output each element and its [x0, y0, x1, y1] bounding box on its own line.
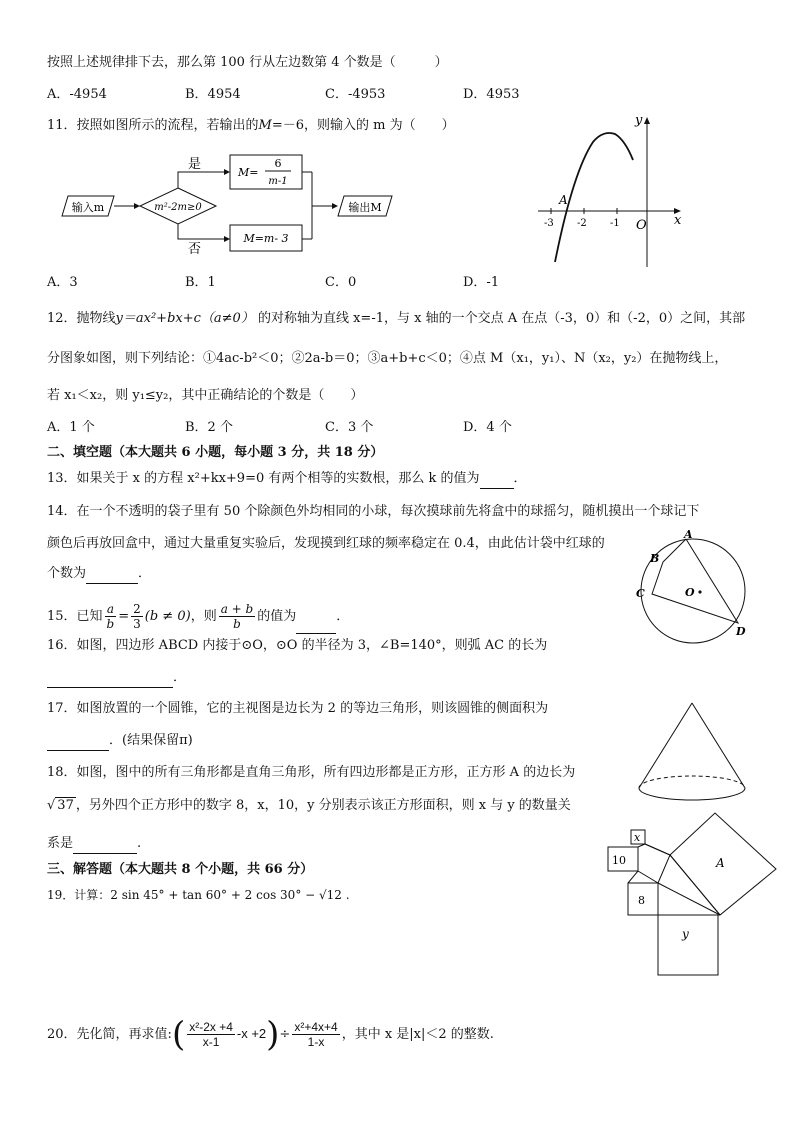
svg-text:A: A — [716, 856, 725, 870]
svg-text:O: O — [636, 218, 647, 233]
section-3-heading: 三、解答题（本大题共 8 个小题，共 66 分） — [47, 862, 314, 877]
q18-line-2: √ 37 ，另外四个正方形中的数字 8，x，10，y 分别表示该正方形面积，则 x 与 y 的数量关 — [47, 798, 571, 813]
q11-option-b: B．1 — [185, 275, 216, 290]
svg-text:10: 10 — [612, 854, 626, 867]
q10-tail-line: 按照上述规律排下去，那么第 100 行从左边数第 4 个数是（ ） — [47, 55, 448, 70]
q12-option-d: D．4 个 — [463, 420, 512, 435]
q11-option-a: A．3 — [47, 275, 78, 290]
q12-option-a: A．1 个 — [47, 420, 95, 435]
q13-line: 13．如果关于 x 的方程 x²+kx+9=0 有两个相等的实数根，那么 k 的值为 ． — [47, 469, 527, 489]
q12-line-3: 若 x₁＜x₂，则 y₁≤y₂，其中正确结论的个数是（ ） — [47, 388, 364, 403]
svg-text:m-1: m-1 — [268, 176, 288, 187]
q15-line: 15．已知 $\frac{a}{b}$ = $\frac{2}{3}$ (b ≠ 0)，则 $\frac{a + b}{b}$ 的值为 ． — [47, 600, 349, 634]
q20-line: 20．先化简，再求值:( $\frac{\text{x²-2x +4}}{x-1}$ -x +2)÷ $\frac{\text{x²+4x+4}}{1-x}$ ，其中 x 是|x|＜2 的整数. — [47, 1014, 494, 1055]
q10-option-c: C．-4953 — [325, 87, 386, 102]
q12-line-1: 12．抛物线y＝ax²+bx+c（a≠0） 的对称轴为直线 x=-1，与 x 轴的一个交点 A 在点（-3，0）和（-2，0）之间，其部 — [47, 311, 746, 326]
parabola-figure — [533, 112, 693, 272]
svg-text:8: 8 — [638, 894, 645, 907]
circle-figure — [630, 528, 760, 643]
q11-stem: 11．按照如图所示的流程，若输出的M=－6，则输入的 m 为（ ） — [47, 118, 455, 133]
section-2-heading: 二、填空题（本大题共 6 小题，每小题 3 分，共 18 分） — [47, 445, 384, 460]
q19-line: 19．计算：2 sin 45° + tan 60° + 2 cos 30° − √12 . — [47, 888, 350, 902]
svg-text:M=m- 3: M=m- 3 — [243, 232, 289, 245]
q12-option-c: C．3 个 — [325, 420, 374, 435]
q14-line-2: 颜色后再放回盒中，通过大量重复实验后，发现摸到红球的频率稳定在 0.4，由此估计袋中红球的 — [47, 536, 605, 551]
flowchart — [58, 150, 428, 255]
q14-line-1: 14．在一个不透明的袋子里有 50 个除颜色外均相同的小球，每次摸球前先将盒中的球摇匀，随机摸出一个球记下 — [47, 504, 700, 519]
svg-text:A: A — [684, 528, 693, 541]
svg-text:B: B — [650, 552, 660, 565]
svg-text:6: 6 — [274, 157, 282, 170]
svg-text:D: D — [736, 625, 746, 638]
flow-input-label: 输入m — [71, 201, 105, 214]
svg-text:-1: -1 — [610, 218, 620, 229]
q11-option-d: D．-1 — [463, 275, 500, 290]
svg-text:y: y — [682, 927, 689, 941]
svg-text:A: A — [559, 193, 568, 207]
svg-text:-3: -3 — [544, 218, 554, 229]
q12-option-b: B．2 个 — [185, 420, 233, 435]
svg-text:x: x — [674, 213, 682, 228]
svg-text:y: y — [635, 113, 643, 128]
svg-text:M=: M= — [238, 166, 259, 179]
q17-line-1: 17．如图放置的一个圆锥，它的主视图是边长为 2 的等边三角形，则该圆锥的侧面积为 — [47, 701, 549, 716]
q17-line-2: ．(结果保留π) — [47, 731, 193, 751]
flow-condition-label: m²-2m≥0 — [154, 202, 202, 213]
q16-blank: ． — [47, 668, 186, 688]
q12-line-2: 分图象如图，则下列结论：①4ac-b²＜0；②2a-b＝0；③a+b+c＜0；④点 M（x₁，y₁）、N（x₂，y₂）在抛物线上， — [47, 351, 728, 366]
squares-figure — [608, 813, 780, 978]
svg-text:x: x — [634, 831, 641, 844]
q18-line-3: 系是 . — [47, 834, 141, 854]
flow-no-label: 否 — [188, 242, 202, 257]
q14-line-3: 个数为 ． — [47, 564, 151, 584]
q16-line-1: 16．如图，四边形 ABCD 内接于⊙O，⊙O 的半径为 3，∠B=140°，则弧 AC 的长为 — [47, 638, 548, 653]
q10-option-b: B．4954 — [185, 87, 241, 102]
svg-text:O: O — [685, 586, 695, 599]
q11-option-c: C．0 — [325, 275, 357, 290]
flow-output-label: 输出M — [348, 201, 382, 214]
q18-line-1: 18．如图，图中的所有三角形都是直角三角形，所有四边形都是正方形，正方形 A 的边长为 — [47, 765, 576, 780]
flow-yes-label: 是 — [188, 157, 202, 172]
svg-text:-2: -2 — [577, 218, 587, 229]
q10-option-a: A．-4954 — [47, 87, 107, 102]
cone-figure — [636, 700, 748, 808]
q10-option-d: D．4953 — [463, 87, 520, 102]
svg-text:C: C — [636, 587, 645, 600]
